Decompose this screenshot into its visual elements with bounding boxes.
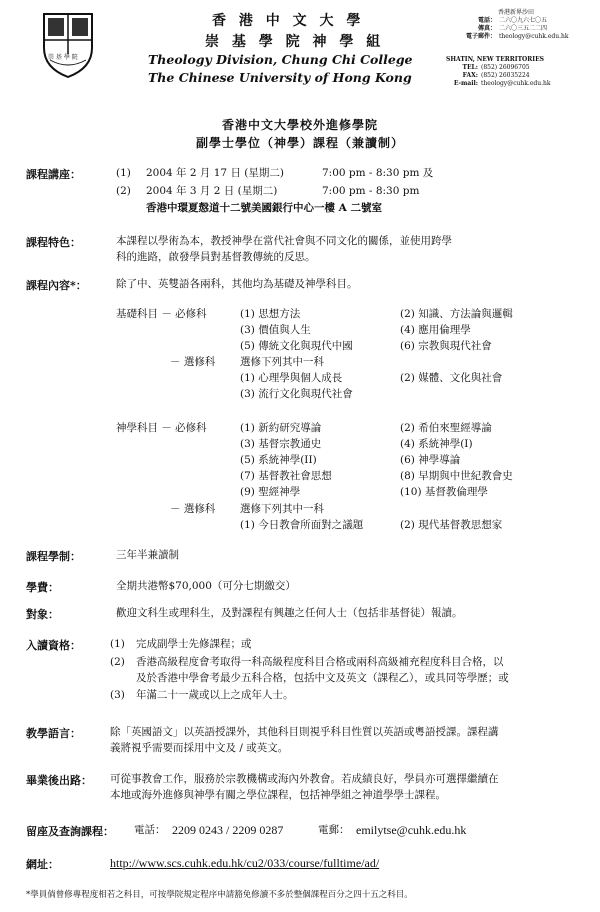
crest-icon bbox=[40, 10, 96, 80]
entry-1-line1: 完成副學士先修課程；或 bbox=[136, 638, 252, 650]
basic-required-2a: (3) 價值與人生 bbox=[240, 324, 311, 336]
seminar-venue: 香港中環夏慤道十二號美國銀行中心一樓 A 二號室 bbox=[146, 202, 382, 214]
theo-required-5b: (10) 基督教倫理學 bbox=[400, 486, 488, 498]
basic-elective-1a: (1) 心理學與個人成長 bbox=[240, 372, 343, 384]
basic-elective-2a: (3) 流行文化與現代社會 bbox=[240, 388, 353, 400]
email-label-cn: 電子郵件： bbox=[465, 33, 496, 40]
theo-required-label: 神學科目 － 必修科 bbox=[116, 422, 207, 434]
entry-3-line1: 年滿二十一歲或以上之成年人士。 bbox=[136, 689, 294, 701]
language-label: 教學語言： bbox=[26, 727, 81, 740]
seminar-label: 課程講座： bbox=[26, 168, 81, 181]
tel-label-en: TEL: bbox=[462, 64, 478, 71]
duration-label: 課程學制： bbox=[26, 550, 81, 563]
target-label: 對象： bbox=[26, 608, 59, 621]
theo-elective-1a: (1) 今日教會所面對之議題 bbox=[240, 519, 364, 531]
fee-label: 學費： bbox=[26, 581, 59, 594]
university-name-cn: 香 港 中 文 大 學 bbox=[212, 13, 365, 29]
features-line1: 本課程以學術為本，教授神學在當代社會與不同文化的關係，並使用跨學 bbox=[116, 235, 452, 247]
contact-block-en bbox=[442, 56, 551, 88]
enquiry-tel: 2209 0243 / 2209 0287 bbox=[172, 823, 284, 837]
career-line1: 可從事教會工作，服務於宗教機構或海內外教會。若成績良好，學員亦可選擇繼續在 bbox=[110, 773, 499, 785]
theo-required-1a: (1) 新約研究導論 bbox=[240, 422, 322, 434]
content-label: 課程內容*： bbox=[26, 279, 87, 292]
fee-value: 全期共港幣$70,000（可分七期繳交） bbox=[116, 580, 296, 592]
theo-required-2b: (4) 系統神學(I) bbox=[400, 438, 473, 450]
theo-required-5a: (9) 聖經神學 bbox=[240, 486, 301, 498]
seminar-2-date: 2004 年 3 月 2 日 (星期二) bbox=[146, 185, 278, 197]
tel-cn: 二六〇九六七〇五 bbox=[499, 17, 548, 24]
fax-label-en: FAX: bbox=[462, 72, 478, 79]
email-label-en: E-mail: bbox=[453, 80, 478, 87]
theo-required-3a: (5) 系統神學(II) bbox=[240, 454, 317, 466]
program-title-line2: 副學士學位（神學）課程（兼讀制） bbox=[195, 136, 404, 150]
college-name-cn: 崇 基 學 院 神 學 組 bbox=[205, 34, 385, 50]
basic-required-3a: (5) 傳統文化與現代中國 bbox=[240, 340, 353, 352]
theo-elective-note: 選修下列其中一科 bbox=[240, 503, 324, 515]
career-line2: 本地或海外進修與神學有關之學位課程，包括神學組之神道學學士課程。 bbox=[110, 789, 446, 801]
address-cn: 香港新界沙田 bbox=[498, 9, 535, 16]
division-name-en: Theology Division, Chung Chi College bbox=[148, 52, 413, 67]
career-label: 畢業後出路： bbox=[26, 774, 92, 787]
basic-required-3b: (6) 宗教與現代社會 bbox=[400, 340, 492, 352]
enquiry-email[interactable]: emilytse@cuhk.edu.hk bbox=[356, 823, 467, 837]
crest-motto: 崇 基 學 院 bbox=[48, 54, 78, 61]
seminar-1-time: 7:00 pm - 8:30 pm 及 bbox=[322, 167, 434, 179]
basic-required-1a: (1) 思想方法 bbox=[240, 308, 301, 320]
theo-required-4a: (7) 基督教社會思想 bbox=[240, 470, 332, 482]
duration-value: 三年半兼讀制 bbox=[116, 549, 179, 561]
basic-elective-label: － 選修科 bbox=[170, 356, 216, 368]
seminar-1-num: (1) bbox=[116, 167, 131, 179]
theo-required-3b: (6) 神學導論 bbox=[400, 454, 461, 466]
theo-required-4b: (8) 早期與中世紀教會史 bbox=[400, 470, 513, 482]
basic-required-1b: (2) 知識、方法論與邏輯 bbox=[400, 308, 513, 320]
contact-block-cn bbox=[460, 9, 569, 41]
email-en[interactable]: theology@cuhk.edu.hk bbox=[481, 80, 551, 87]
fax-cn: 二六〇三五二二四 bbox=[499, 25, 548, 32]
features-label: 課程特色： bbox=[26, 236, 81, 249]
tel-en: (852) 26096705 bbox=[481, 64, 530, 71]
address-en: SHATIN, NEW TERRITORIES bbox=[446, 56, 544, 63]
entry-2-line2: 及於香港中學會考最少五科合格，包括中文及英文（課程乙），或具同等學歷；或 bbox=[136, 672, 509, 684]
email-cn[interactable]: theology@cuhk.edu.hk bbox=[499, 33, 569, 40]
content-intro: 除了中、英雙語各兩科，其他均為基礎及神學科目。 bbox=[116, 278, 358, 290]
theo-elective-label: － 選修科 bbox=[170, 503, 216, 515]
website-link[interactable]: http://www.scs.cuhk.edu.hk/cu2/033/course/fulltime/ad/ bbox=[110, 856, 380, 870]
language-line2: 義將視乎需要而採用中文及 / 或英文。 bbox=[110, 742, 289, 754]
basic-required-label: 基礎科目 － 必修科 bbox=[116, 308, 207, 320]
website-label: 網址： bbox=[26, 858, 59, 871]
seminar-2-num: (2) bbox=[116, 185, 131, 197]
theo-required-1b: (2) 希伯來聖經導論 bbox=[400, 422, 492, 434]
program-title-line1: 香港中文大學校外進修學院 bbox=[221, 118, 378, 132]
theo-elective-1b: (2) 現代基督教思想家 bbox=[400, 519, 503, 531]
enquiry-label: 留座及查詢課程： bbox=[26, 825, 114, 838]
seminar-1-date: 2004 年 2 月 17 日 (星期二) bbox=[146, 167, 284, 179]
language-line1: 除「英國語文」以英語授課外，其他科目則視乎科目性質以英語或粵語授課。課程講 bbox=[110, 726, 499, 738]
university-name-en: The Chinese University of Hong Kong bbox=[148, 70, 412, 85]
tel-label-cn: 電話： bbox=[477, 17, 496, 24]
entry-3-num: (3) bbox=[110, 689, 125, 701]
entry-2-num: (2) bbox=[110, 656, 125, 668]
crest-logo bbox=[40, 10, 96, 80]
entry-2-line1: 香港高級程度會考取得一科高級程度科目合格或兩科高級補充程度科目合格，以 bbox=[136, 656, 504, 668]
fax-label-cn: 傳真： bbox=[477, 25, 496, 32]
entry-1-num: (1) bbox=[110, 638, 125, 650]
theo-required-2a: (3) 基督宗教通史 bbox=[240, 438, 322, 450]
enquiry-email-label: 電郵： bbox=[318, 824, 350, 836]
features-line2: 科的進路，啟發學員對基督教傳統的反思。 bbox=[116, 251, 316, 263]
basic-elective-note: 選修下列其中一科 bbox=[240, 356, 324, 368]
basic-elective-1b: (2) 媒體、文化與社會 bbox=[400, 372, 503, 384]
entry-label: 入讀資格： bbox=[26, 639, 81, 652]
seminar-2-time: 7:00 pm - 8:30 pm bbox=[322, 185, 420, 197]
footnote: *學員倘曾修專程度相若之科目，可按學院規定程序申請豁免修讀不多於整個課程百分之四十五之科目。 bbox=[26, 890, 413, 900]
basic-required-2b: (4) 應用倫理學 bbox=[400, 324, 471, 336]
fax-en: (852) 26035224 bbox=[481, 72, 530, 79]
enquiry-tel-label: 電話： bbox=[134, 824, 166, 836]
target-value: 歡迎文科生或理科生，及對課程有興趣之任何人士（包括非基督徒）報讀。 bbox=[116, 607, 463, 619]
